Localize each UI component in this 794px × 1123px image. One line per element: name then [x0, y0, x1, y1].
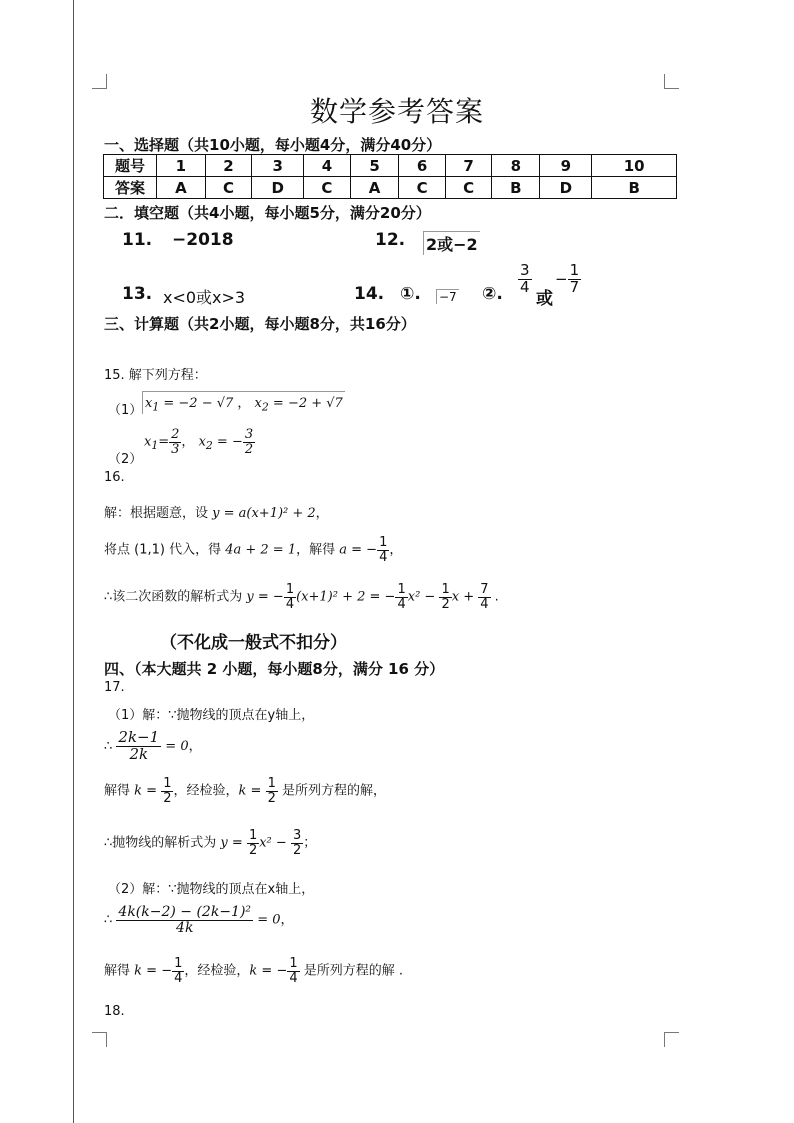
answer-table-number-row — [104, 155, 677, 177]
page-margin-line — [73, 0, 74, 1123]
section2-heading: 二．填空题（共4小题，每小题5分，满分20分） — [104, 204, 431, 222]
row-label-answer: 答案 — [104, 177, 157, 199]
table-cell-answer: C — [304, 177, 350, 199]
crop-mark-top-right — [664, 74, 679, 89]
q15-1-answer: $x_1 = -2 - √7$ ， $x_2 = -2 + √7$ — [142, 391, 345, 414]
section4-heading: 四、（本大题共 2 小题，每小题8分，满分 16 分） — [104, 660, 445, 678]
table-cell-answer: B — [592, 177, 677, 199]
table-cell-answer: A — [350, 177, 399, 199]
q13-answer: x<0或x>3 — [163, 288, 246, 307]
crop-mark-bottom-right — [664, 1032, 679, 1047]
table-cell-number: 9 — [540, 155, 592, 177]
answer-table-answer-row — [104, 177, 677, 199]
q16-label: 16. — [104, 470, 125, 485]
table-cell-number: 8 — [492, 155, 540, 177]
table-cell-answer: B — [492, 177, 540, 199]
q14-or: 或 — [536, 289, 553, 309]
table-cell-answer: C — [399, 177, 445, 199]
table-cell-number: 3 — [252, 155, 304, 177]
table-cell-number: 10 — [592, 155, 677, 177]
table-cell-number: 2 — [205, 155, 251, 177]
q17-1-equation: ∴ $\frac{2k-1}{2k}$ = 0， — [104, 728, 202, 763]
q17-1-result: ∴抛物线的解析式为 y = $\frac{1}{2}$ x² − $\frac{3}{2}$ ； — [104, 828, 317, 858]
q11-number: 11. — [122, 230, 153, 250]
q18-label: 18. — [104, 1004, 125, 1019]
table-cell-answer: D — [540, 177, 592, 199]
q15-label: 15. 解下列方程： — [104, 368, 207, 383]
q14-part2-answer-b: − $\frac{1}{7}$ — [555, 261, 580, 296]
table-cell-number: 4 — [304, 155, 350, 177]
q15-2-label: （2） — [108, 452, 143, 467]
q14-part2-label: ②. — [482, 284, 503, 304]
q16-line3: ∴该二次函数的解析式为 y = − $\frac{1}{4}$ (x+1)² + 2 = − $\frac{1}{4}$ x² − $\frac{1}{2}$ x + $\frac{7}{4}$ . — [104, 582, 499, 612]
crop-mark-top-left — [92, 74, 107, 89]
table-cell-number: 6 — [399, 155, 445, 177]
scoring-note: （不化成一般式不扣分） — [160, 633, 347, 653]
section3-heading: 三、计算题（共2小题，每小题8分，共16分） — [104, 315, 416, 333]
q12-answer: 2或−2 — [423, 231, 480, 255]
q13-number: 13. — [122, 284, 153, 304]
table-cell-answer: C — [445, 177, 491, 199]
q17-1-solve: 解得 k = $\frac{1}{2}$ ，经检验，k = $\frac{1}{2}$ 是所列方程的解， — [104, 776, 386, 806]
q17-2-equation: ∴ $\frac{\text{4k(k−2) − (2k−1)²}}{4k}$ = 0， — [104, 904, 294, 936]
table-cell-answer: A — [157, 177, 206, 199]
crop-mark-bottom-left — [92, 1032, 107, 1047]
q14-number: 14. — [354, 284, 385, 304]
q17-1-intro: （1）解：∵抛物线的顶点在y轴上， — [108, 708, 315, 723]
q17-label: 17. — [104, 680, 125, 695]
q16-line2: 将点 (1,1) 代入，得 4a + 2 = 1，解得 a = − $\frac{1}{4}$ ， — [104, 535, 403, 565]
q17-2-solve: 解得 k = − $\frac{1}{4}$ ，经检验，k = − $\frac{1}{4}$ 是所列方程的解 . — [104, 956, 404, 986]
q11-answer: −2018 — [172, 230, 234, 250]
page-title: 数学参考答案 — [309, 95, 484, 128]
table-cell-number: 5 — [350, 155, 399, 177]
q14-part1-label: ①. — [400, 284, 421, 304]
q15-2-answer: $x_1=$ $\frac{2}{3}$ ， $x_2$ = − $\frac{3}{2}$ — [144, 427, 254, 457]
answer-table — [103, 154, 677, 199]
q15-1-label: （1） — [108, 403, 143, 418]
table-cell-number: 1 — [157, 155, 206, 177]
q14-part2-answer-a: $\frac{3}{4}$ — [520, 261, 530, 296]
section1-heading: 一、选择题（共10小题，每小题4分，满分40分） — [104, 136, 442, 154]
q12-number: 12. — [375, 230, 406, 250]
table-cell-answer: D — [252, 177, 304, 199]
q14-part1-answer: −7 — [436, 289, 459, 304]
q17-2-intro: （2）解：∵抛物线的顶点在x轴上， — [108, 882, 315, 897]
table-cell-answer: C — [205, 177, 251, 199]
table-cell-number: 7 — [445, 155, 491, 177]
q16-line1: 解：根据题意，设 y = a(x+1)² + 2， — [104, 506, 329, 521]
row-label-number: 题号 — [104, 155, 157, 177]
